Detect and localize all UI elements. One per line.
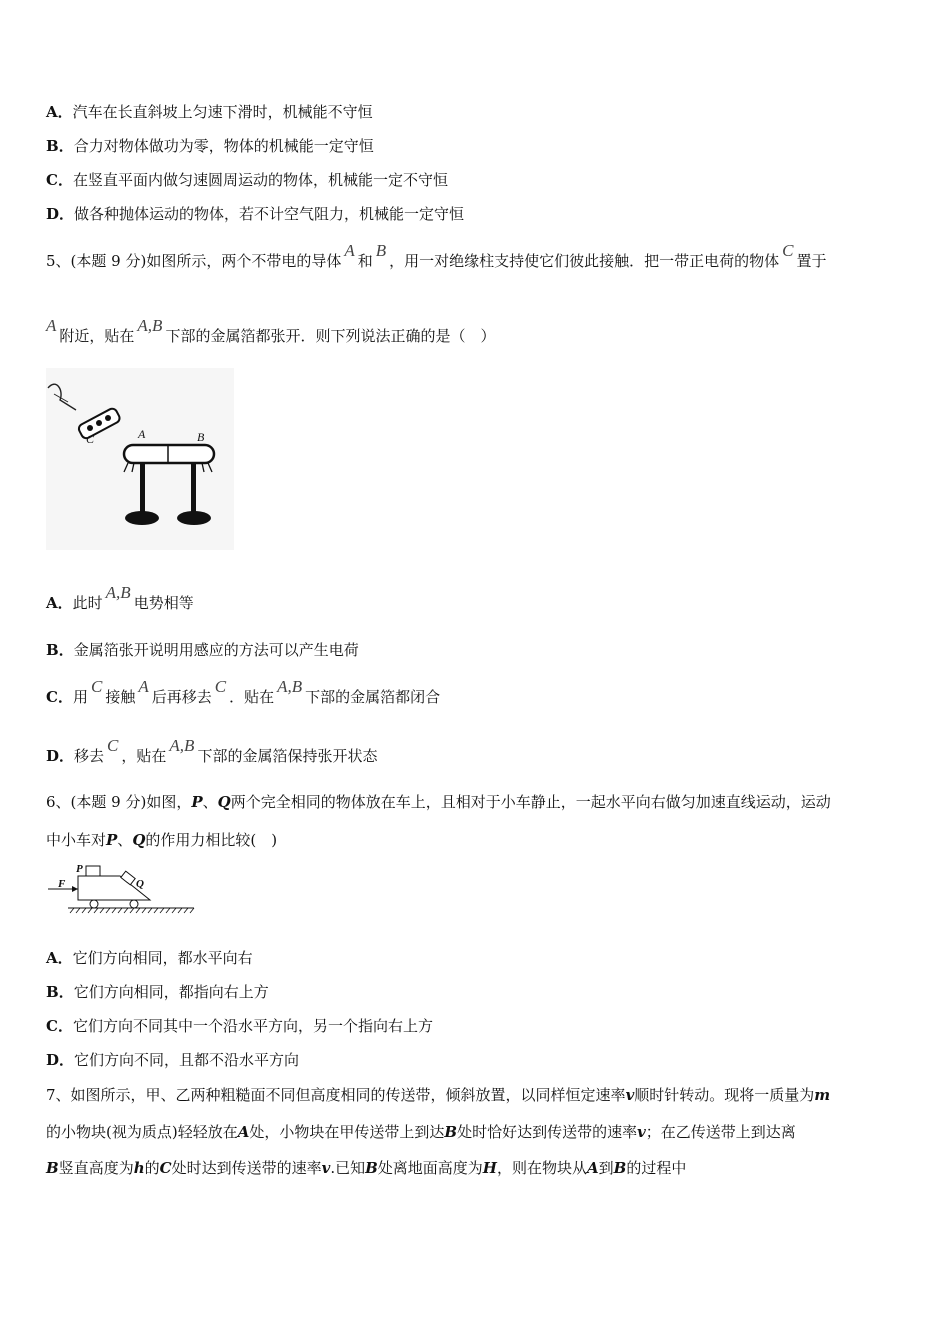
q5-stem-line2: A附近，贴在A,B下部的金属箔都张开．则下列说法正确的是（ ） bbox=[46, 316, 496, 345]
q5-option-a: A．此时A,B电势相等 bbox=[46, 583, 194, 612]
q6-option-b: B．它们方向相同，都指向右上方 bbox=[46, 983, 269, 1001]
q6-option-a: A．它们方向相同，都水平向右 bbox=[46, 949, 253, 967]
q7-stem-line1: 7、如图所示，甲、乙两种粗糙面不同但高度相同的传送带，倾斜放置，以同样恒定速率v顺时针转动。现将一质量为m bbox=[46, 1086, 831, 1104]
q6-fig-label-f: F bbox=[58, 878, 66, 890]
q7-stem-line2: 的小物块(视为质点)轻轻放在A处，小物块在甲传送带上到达B处时恰好达到传送带的速率v；在乙传送带上到达离 bbox=[46, 1123, 796, 1141]
q4-option-c: C．在竖直平面内做匀速圆周运动的物体，机械能一定不守恒 bbox=[46, 171, 448, 189]
q5-fig-label-b: B bbox=[197, 430, 205, 444]
q7-stem-line3: B竖直高度为h的C处时达到传送带的速率v.已知B处离地面高度为H，则在物块从A到B的过程中 bbox=[46, 1159, 687, 1177]
q5-option-d: D．移去C，贴在A,B下部的金属箔保持张开状态 bbox=[46, 736, 378, 765]
q4-option-b: B．合力对物体做功为零，物体的机械能一定守恒 bbox=[46, 137, 374, 155]
q6-option-d: D．它们方向不同，且都不沿水平方向 bbox=[46, 1051, 300, 1069]
q6-fig-label-q: Q bbox=[136, 878, 144, 890]
q5-fig-label-a: A bbox=[138, 427, 146, 441]
q5-option-c: C．用C接触A后再移去C．贴在A,B下部的金属箔都闭合 bbox=[46, 677, 441, 706]
q5-fig-label-c: C bbox=[86, 432, 95, 446]
q6-cart-figure bbox=[46, 860, 196, 916]
q6-fig-label-p: P bbox=[76, 863, 83, 875]
q5-conductor-figure bbox=[46, 368, 234, 550]
q5-stem-line1: 5、(本题 9 分)如图所示，两个不带电的导体A和B，用一对绝缘柱支持使它们彼此接触．把一带正电荷的物体C置于 bbox=[46, 241, 827, 270]
q5-option-b: B．金属箔张开说明用感应的方法可以产生电荷 bbox=[46, 641, 359, 659]
q4-option-d: D．做各种抛体运动的物体，若不计空气阻力，机械能一定守恒 bbox=[46, 205, 465, 223]
q4-option-a: A．汽车在长直斜坡上匀速下滑时，机械能不守恒 bbox=[46, 103, 373, 121]
q6-stem-line1: 6、(本题 9 分)如图，P、Q两个完全相同的物体放在车上，且相对于小车静止，一起水平向右做匀加速直线运动，运动 bbox=[46, 793, 831, 811]
q6-stem-line2: 中小车对P、Q的作用力相比较( ) bbox=[46, 831, 278, 849]
q6-option-c: C．它们方向不同其中一个沿水平方向，另一个指向右上方 bbox=[46, 1017, 433, 1035]
